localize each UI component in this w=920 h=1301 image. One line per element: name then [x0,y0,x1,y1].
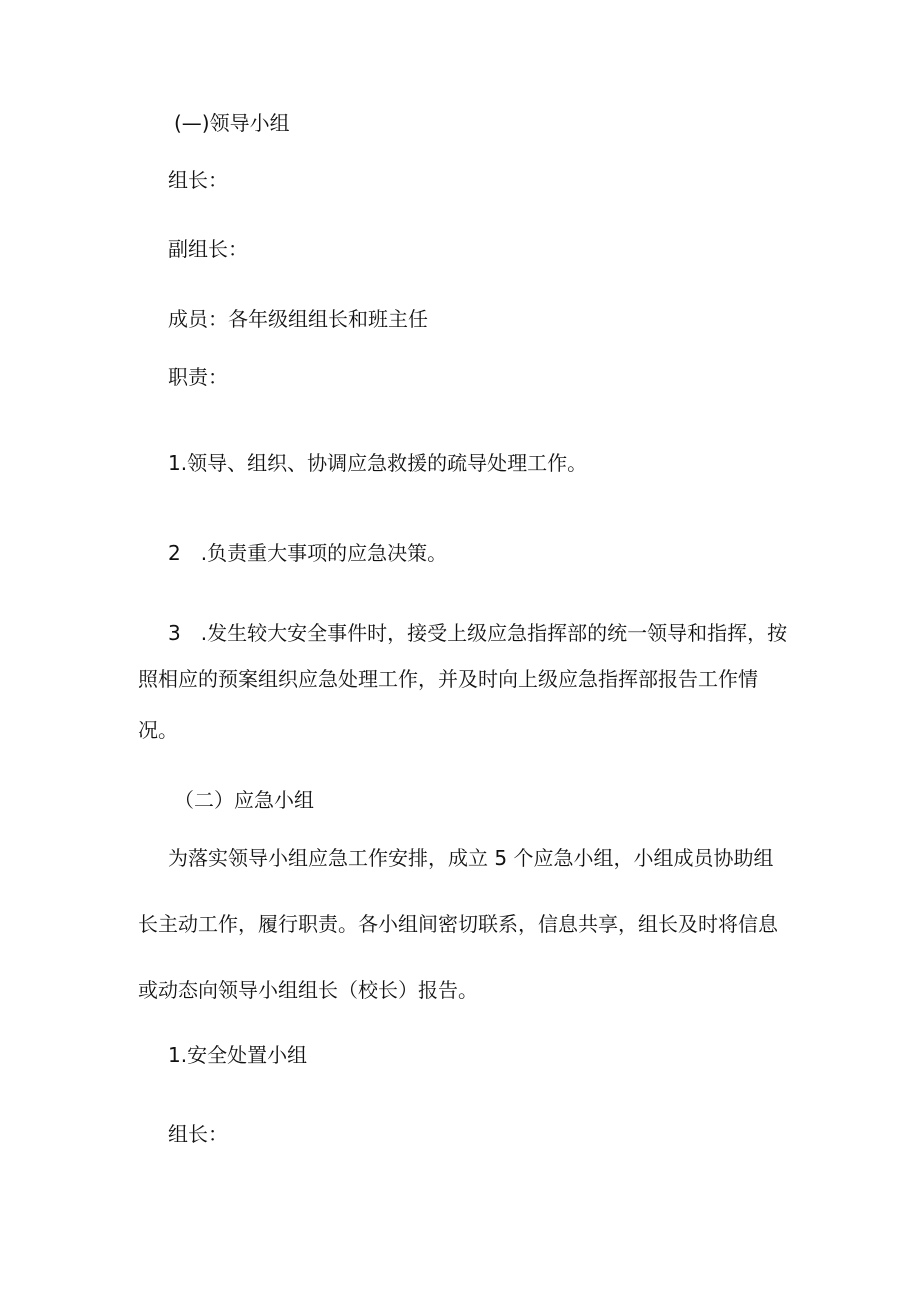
intro-line-2: 长主动工作，履行职责。各小组间密切联系，信息共享，组长及时将信息 [138,912,778,936]
duty-item-3-line-1: 3 .发生较大安全事件时，接受上级应急指挥部的统一领导和指挥，按 [168,621,788,645]
intro-line-1: 为落实领导小组应急工作安排，成立 5 个应急小组，小组成员协助组 [168,846,774,870]
duty-item-2: 2 .负责重大事项的应急决策。 [168,541,448,565]
duty-item-1: 1.领导、组织、协调应急救援的疏导处理工作。 [168,451,588,475]
members-line: 成员：各年级组组长和班主任 [168,307,428,331]
section-heading-emergency-group: （二）应急小组 [174,788,314,812]
leader-label: 组长： [168,168,228,192]
deputy-leader-label: 副组长： [168,237,248,261]
section-heading-leadership-group: (—)领导小组 [174,111,290,135]
subgroup-1-leader-label: 组长： [168,1122,228,1146]
duty-item-3-line-2: 照相应的预案组织应急处理工作，并及时向上级应急指挥部报告工作情 [138,667,758,691]
intro-line-3: 或动态向领导小组组长（校长）报告。 [138,978,478,1002]
subgroup-1-title: 1.安全处置小组 [168,1043,308,1067]
duty-item-3-line-3: 况。 [138,718,178,742]
duties-label: 职责： [168,365,228,389]
